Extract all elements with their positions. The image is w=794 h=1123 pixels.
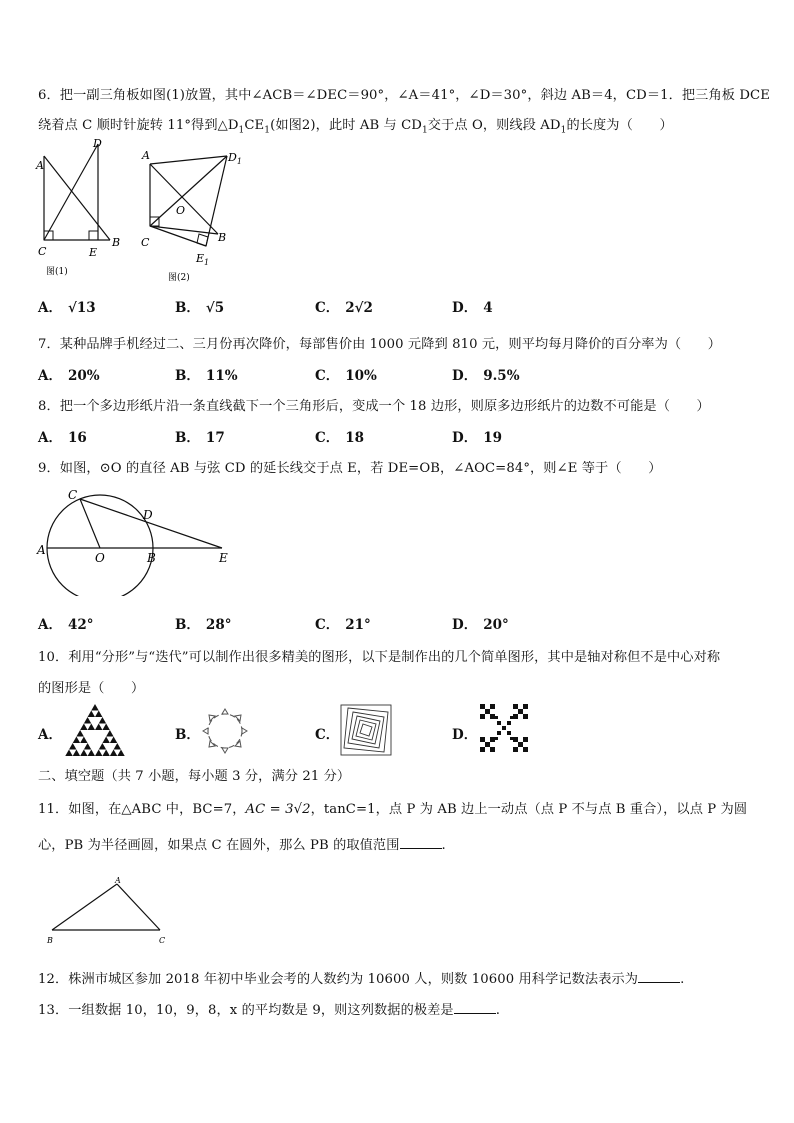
checker-fractal-figure[interactable] [480, 704, 528, 752]
option-letter: B． [175, 617, 200, 633]
fig2-label-d1: $D_1$ [228, 151, 242, 166]
q10-option-d[interactable] [452, 723, 477, 743]
q13-line: 13．一组数据 10，10，9，8，x 的平均数是 9，则这列数据的极差是 [38, 1003, 454, 1018]
option-letter: C． [315, 617, 340, 633]
q6-option-a[interactable] [38, 296, 96, 316]
q6-option-b[interactable] [175, 296, 224, 316]
option-letter: A． [38, 727, 62, 743]
option-letter: A． [38, 368, 62, 384]
q6-sub: 1 [421, 125, 428, 136]
option-value: 21° [345, 617, 371, 633]
q9-label-c: C [68, 488, 78, 502]
q11-line1-part-a: 11．如图，在△ABC 中，BC=7， [38, 802, 246, 817]
q11-text-line2 [38, 834, 446, 853]
option-letter: D． [452, 727, 478, 743]
option-value: 11% [205, 368, 238, 384]
sierpinski-triangle-figure[interactable] [64, 704, 126, 756]
fig2-label-c: C [141, 236, 150, 249]
q11-answer-blank[interactable] [400, 838, 442, 849]
q7-text: 7．某种品牌手机经过二、三月份再次降价，每部售价由 1000 元降到 810 元，则平均每月降价的百分率为（ ） [38, 337, 722, 352]
option-letter: B． [175, 430, 200, 446]
q8-option-a[interactable] [38, 426, 87, 446]
q6-text-line1: 6．把一副三角板如图(1)放置，其中∠ACB＝∠DEC＝90°，∠A＝41°，∠D＝30°，斜边 AB＝4，CD＝1．把三角板 DCE [38, 88, 770, 103]
fig2-label-o: O [176, 204, 186, 217]
option-value: 4 [483, 300, 493, 316]
q7-option-a[interactable] [38, 364, 100, 384]
q9-label-o: O [95, 551, 105, 565]
option-letter: B． [175, 727, 200, 743]
q12-end: . [680, 972, 685, 987]
q6-line2-part-e: 的长度为（ ） [566, 118, 673, 133]
option-value: 2√2 [345, 300, 373, 316]
q9-option-a[interactable] [38, 613, 94, 633]
q9-option-d[interactable] [452, 613, 509, 633]
q6-line2-part-b: CE [244, 118, 265, 133]
option-letter: D． [452, 430, 478, 446]
option-value: 42° [67, 617, 94, 633]
option-letter: A． [38, 300, 62, 316]
option-letter: D． [452, 300, 478, 316]
q6-option-c[interactable] [315, 296, 373, 316]
option-letter: A． [38, 617, 62, 633]
q9-label-e: E [219, 551, 228, 565]
q11-text-line1 [38, 798, 747, 817]
option-letter: C． [315, 727, 340, 743]
option-value: 17 [205, 430, 225, 446]
option-value: 16 [67, 430, 87, 446]
option-letter: C． [315, 368, 340, 384]
q11-label-c: C [159, 936, 166, 945]
q6-sub: 1 [238, 125, 245, 136]
q9-label-d: D [143, 508, 153, 522]
q9-circle-figure [32, 486, 242, 596]
q11-ac-expression: AC = 3√2 [245, 802, 311, 817]
q11-line2-text: 心，PB 为半径画圆，如果点 C 在圆外，那么 PB 的取值范围 [38, 838, 400, 853]
q9-option-b[interactable] [175, 613, 231, 633]
q11-triangle-figure [40, 872, 180, 948]
q6-figure-2 [138, 140, 248, 286]
option-letter: D． [452, 617, 478, 633]
option-value: 20% [67, 368, 100, 384]
option-value: 10% [345, 368, 377, 384]
section-2-title: 二、填空题（共 7 小题，每小题 3 分，满分 21 分） [38, 769, 351, 784]
fig1-label-d: D [93, 137, 102, 150]
q10-option-c[interactable] [315, 723, 339, 743]
option-letter: B． [175, 368, 200, 384]
option-letter: B． [175, 300, 200, 316]
fig2-label-a: A [142, 149, 150, 162]
fig1-label-e: E [89, 246, 98, 259]
q9-option-c[interactable] [315, 613, 371, 633]
q11-line1-part-b: ，tanC=1，点 P 为 AB 边上一动点（点 P 不与点 B 重合），以点 P 为圆 [310, 802, 748, 817]
q9-label-b: B [147, 551, 156, 565]
option-value: √5 [205, 300, 225, 316]
q13-text [38, 999, 500, 1018]
option-value: √13 [67, 300, 96, 316]
q6-line2-part-a: 绕着点 C 顺时针旋转 11°得到△D [38, 118, 239, 133]
q7-option-d[interactable] [452, 364, 520, 384]
q9-label-a: A [37, 543, 46, 557]
q11-label-a: A [115, 876, 121, 885]
option-value: 19 [483, 430, 503, 446]
q7-option-b[interactable] [175, 364, 238, 384]
fig2-label-e1: $E_1$ [196, 252, 210, 267]
q6-option-d[interactable] [452, 296, 493, 316]
q6-text-line2 [38, 114, 673, 136]
q10-option-b[interactable] [175, 723, 200, 743]
option-value: 9.5% [483, 368, 520, 384]
q9-text: 9．如图，⊙O 的直径 AB 与弦 CD 的延长线交于点 E，若 DE=OB，∠AOC=84°，则∠E 等于（ ） [38, 461, 662, 476]
q13-answer-blank[interactable] [454, 1003, 496, 1014]
q6-sub: 1 [264, 125, 271, 136]
q13-end: . [495, 1003, 501, 1018]
q12-answer-blank[interactable] [638, 972, 680, 983]
fig2-caption: 图(2) [168, 273, 190, 283]
q11-label-b: B [47, 936, 53, 945]
q7-option-c[interactable] [315, 364, 377, 384]
koch-snowflake-figure[interactable] [200, 706, 250, 756]
q10-option-a[interactable] [38, 723, 62, 743]
q10-text-line2: 的图形是（ ） [38, 681, 145, 696]
q11-line2-end: . [441, 838, 446, 853]
q8-option-b[interactable] [175, 426, 225, 446]
option-value: 20° [483, 617, 509, 633]
q12-line: 12．株洲市城区参加 2018 年初中毕业会考的人数约为 10600 人，则数 10600 用科学记数法表示为 [38, 972, 639, 987]
option-letter: D． [452, 368, 478, 384]
q10-text-line1: 10．利用“分形”与“迭代”可以制作出很多精美的图形，以下是制作出的几个简单图形，其中是轴对称但不是中心对称 [38, 650, 721, 665]
fig1-label-a: A [36, 159, 44, 172]
q8-text: 8．把一个多边形纸片沿一条直线截下一个三角形后，变成一个 18 边形，则原多边形纸片的边数不可能是（ ） [38, 399, 710, 414]
fig2-label-b: B [218, 231, 227, 244]
option-letter: A． [38, 430, 62, 446]
q6-figure-1 [34, 136, 130, 282]
q6-line2-part-c: (如图2)，此时 AB 与 CD [270, 118, 422, 133]
q6-sub: 1 [560, 125, 567, 136]
option-value: 28° [205, 617, 232, 633]
option-letter: C． [315, 300, 340, 316]
rotating-squares-figure[interactable] [340, 704, 392, 756]
q12-text [38, 968, 684, 987]
option-value: 18 [345, 430, 365, 446]
fig1-label-c: C [38, 245, 47, 258]
option-letter: C． [315, 430, 340, 446]
q8-option-c[interactable] [315, 426, 364, 446]
q8-option-d[interactable] [452, 426, 502, 446]
fig1-caption: 图(1) [46, 267, 68, 277]
q6-line2-part-d: 交于点 O，则线段 AD [427, 118, 561, 133]
fig1-label-b: B [112, 236, 121, 249]
